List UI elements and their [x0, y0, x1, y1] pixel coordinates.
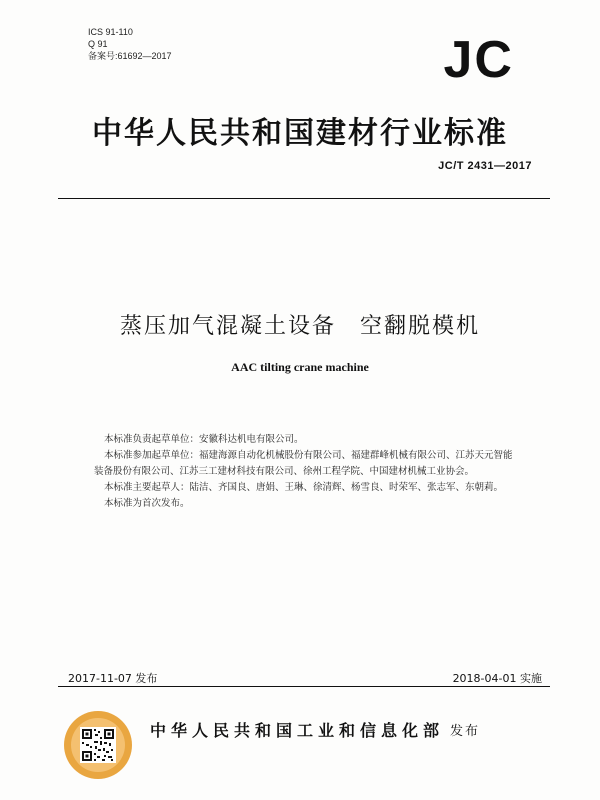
drafting-info	[94, 432, 544, 512]
standard-number: JC/T 2431—2017	[438, 160, 532, 172]
chinese-title: 蒸压加气混凝土设备 空翻脱模机	[119, 314, 480, 339]
main-drafters: 本标准主要起草人：陆洁、齐国良、唐娟、王琳、徐清辉、杨雪良、时荣军、张志军、东朝莉。	[104, 482, 504, 493]
first-release-note: 本标准为首次发布。	[104, 498, 190, 509]
filing-number: 备案号:61692—2017	[88, 51, 172, 61]
issuing-authority: 中华人民共和国工业和信息化部	[150, 721, 445, 740]
bottom-divider	[58, 686, 550, 687]
implementation-date: 2018-04-01 实施	[452, 672, 542, 685]
participating-drafters-cont: 装备股份有限公司、江苏三工建材科技有限公司、徐州工程学院、中国建材机械工业协会。	[94, 466, 475, 477]
issuing-label: 发布	[450, 724, 481, 739]
jc-logo: JC	[443, 31, 514, 89]
issue-date: 2017-11-07 发布	[68, 672, 158, 685]
english-title: AAC tilting crane machine	[231, 360, 369, 374]
qr-seal-icon	[64, 711, 132, 779]
top-divider	[58, 198, 550, 199]
industry-standard-title: 中华人民共和国建材行业标准	[92, 116, 508, 151]
participating-drafters: 本标准参加起草单位：福建海源自动化机械股份有限公司、福建群峰机械有限公司、江苏天元智能	[104, 450, 513, 461]
ics-code: ICS 91-110	[88, 27, 133, 37]
category-code: Q 91	[88, 39, 108, 49]
responsible-drafter: 本标准负责起草单位：安徽科达机电有限公司。	[104, 434, 304, 445]
classification-block	[88, 26, 172, 62]
